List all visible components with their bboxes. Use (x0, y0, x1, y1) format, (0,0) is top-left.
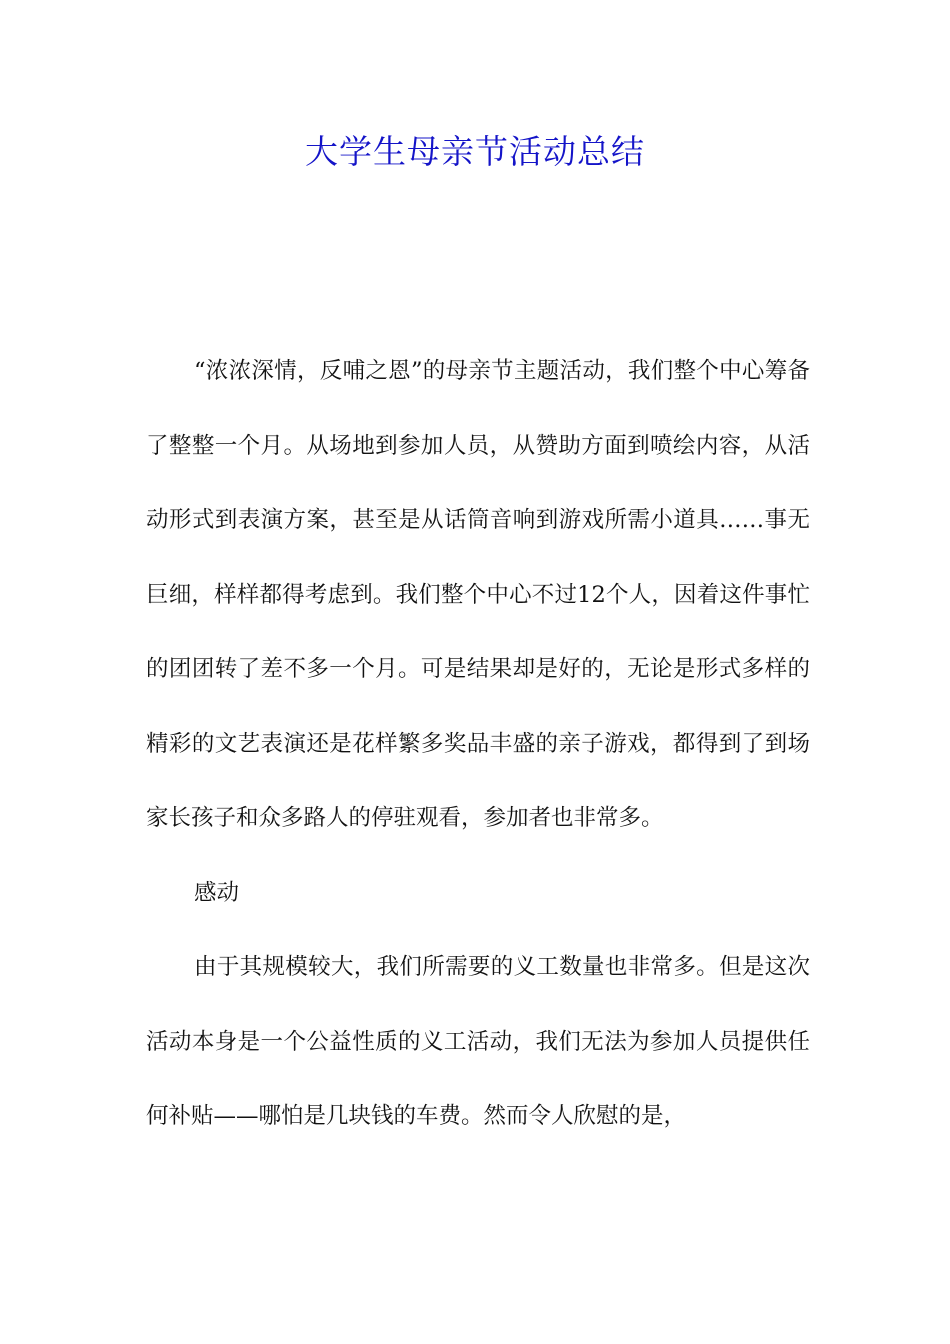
document-title: 大学生母亲节活动总结 (305, 132, 645, 171)
paragraph-volunteers: 由于其规模较大，我们所需要的义工数量也非常多。但是这次活动本身是一个公益性质的义工活动，我们无法为参加人员提供任何补贴——哪怕是几块钱的车费。然而令人欣慰的是， (146, 954, 810, 1129)
section-heading-moved: 感动 (194, 879, 240, 906)
paragraph-intro: “浓浓深情，反哺之恩”的母亲节主题活动，我们整个中心筹备了整整一个月。从场地到参加人员，从赞助方面到喷绘内容，从活动形式到表演方案，甚至是从话筒音响到游戏所需小道具……事无巨细，样样都得考虑到。我们整个中心不过12个人，因着这件事忙的团团转了差不多一个月。可是结果却是好的，无论是形式多样的精彩的文艺表演还是花样繁多奖品丰盛的亲子游戏，都得到了到场家长孩子和众多路人的停驻观看，参加者也非常多。 (146, 358, 810, 831)
document-body (146, 334, 810, 1154)
